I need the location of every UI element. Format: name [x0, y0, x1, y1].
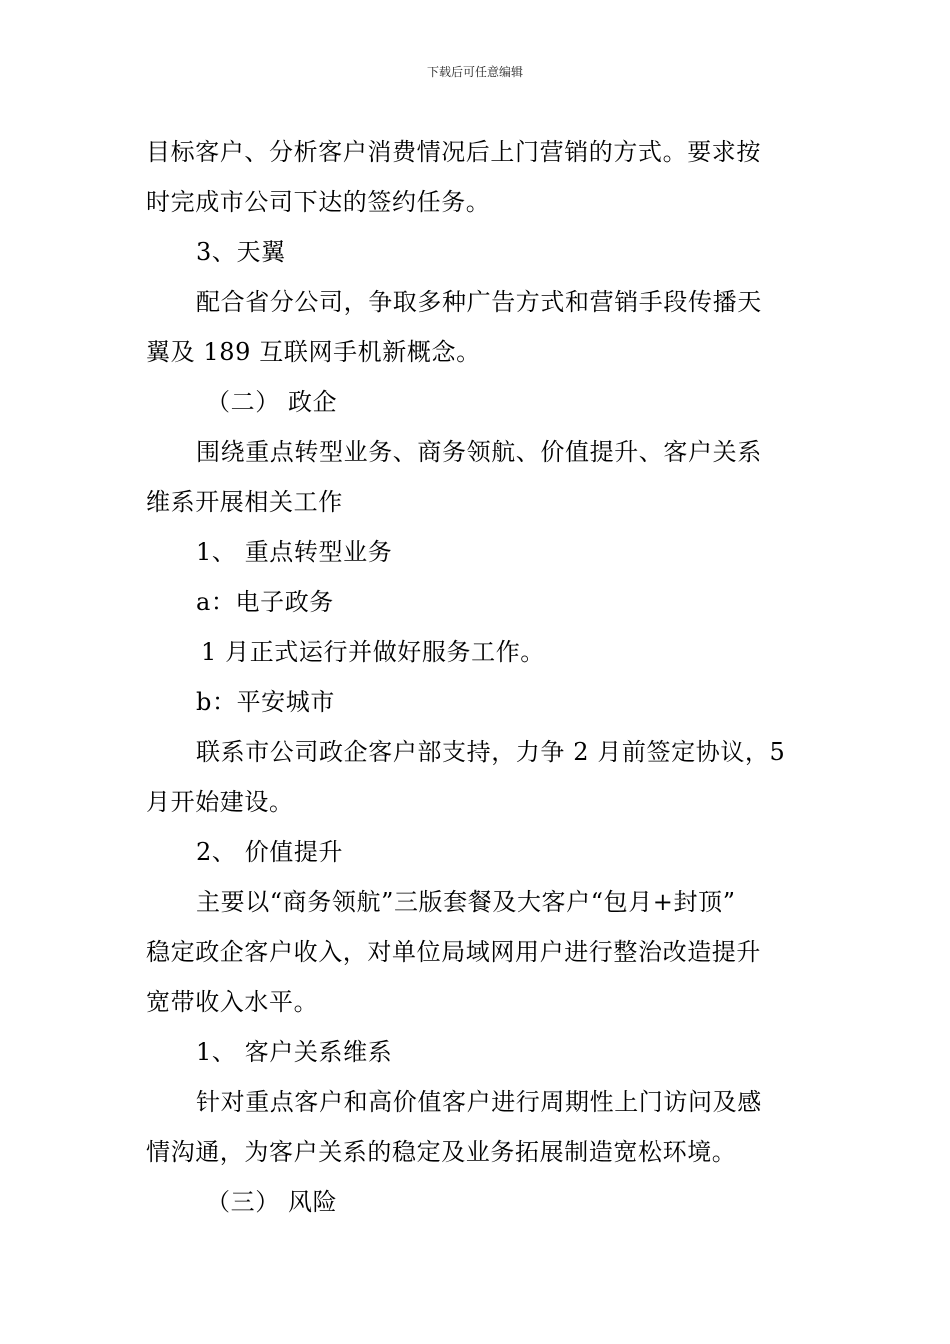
section-heading: 2、 价值提升 — [196, 838, 344, 866]
paragraph-line: 配合省分公司，争取多种广告方式和营销手段传播天 — [196, 288, 762, 316]
paragraph-line: 针对重点客户和高价值客户进行周期性上门访问及感 — [196, 1088, 762, 1116]
paragraph-line: 宽带收入水平。 — [146, 988, 319, 1016]
paragraph-line: 1 月正式运行并做好服务工作。 — [201, 638, 545, 666]
paragraph-line: 目标客户、分析客户消费情况后上门营销的方式。要求按 — [146, 138, 761, 166]
sub-heading: a：电子政务 — [196, 588, 334, 616]
paragraph-line: 维系开展相关工作 — [146, 488, 343, 516]
paragraph-line: 时完成市公司下达的签约任务。 — [146, 188, 491, 216]
paragraph-line: 主要以“商务领航”三版套餐及大客户“包月+封顶” — [196, 888, 736, 916]
paragraph-line: 联系市公司政企客户部支持，力争 2 月前签定协议，5 — [196, 738, 786, 766]
section-heading: （二） 政企 — [206, 388, 338, 416]
document-body — [146, 127, 808, 1227]
section-heading: 1、 重点转型业务 — [196, 538, 393, 566]
section-heading: 1、 客户关系维系 — [196, 1038, 393, 1066]
paragraph-line: 情沟通，为客户关系的稳定及业务拓展制造宽松环境。 — [146, 1138, 737, 1166]
section-heading: 3、天翼 — [196, 238, 286, 266]
paragraph-line: 稳定政企客户收入，对单位局域网用户进行整治改造提升 — [146, 938, 761, 966]
sub-heading: b：平安城市 — [196, 688, 335, 716]
section-heading: （三） 风险 — [206, 1188, 338, 1216]
paragraph-line: 月开始建设。 — [146, 788, 294, 816]
page-header: 下载后可任意编辑 — [426, 65, 523, 79]
paragraph-line: 围绕重点转型业务、商务领航、价值提升、客户关系 — [196, 438, 762, 466]
paragraph-line: 翼及 189 互联网手机新概念。 — [146, 338, 481, 366]
